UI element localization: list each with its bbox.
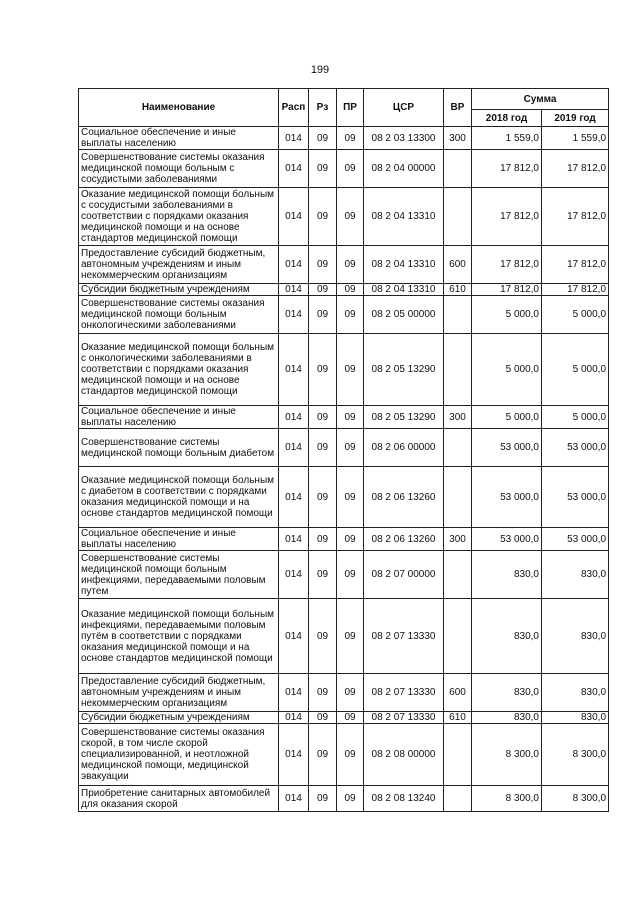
- cell-2019: 17 812,0: [542, 150, 609, 188]
- cell-name: Оказание медицинской помощи больным с сосудистыми заболеваниями в соответствии с порядками оказания медицинской помощи и на основе стандартов медицинской помощи: [79, 188, 279, 246]
- cell-rz: 09: [309, 528, 337, 551]
- cell-2018: 53 000,0: [472, 467, 542, 528]
- cell-vr: [444, 429, 472, 467]
- cell-name: Субсидии бюджетным учреждениям: [79, 284, 279, 296]
- cell-vr: 300: [444, 127, 472, 150]
- cell-2019: 53 000,0: [542, 429, 609, 467]
- cell-rasp: 014: [279, 150, 309, 188]
- cell-2019: 830,0: [542, 599, 609, 674]
- cell-2018: 5 000,0: [472, 334, 542, 406]
- cell-2019: 53 000,0: [542, 467, 609, 528]
- cell-2018: 8 300,0: [472, 724, 542, 786]
- cell-pr: 09: [337, 467, 364, 528]
- cell-vr: [444, 724, 472, 786]
- cell-pr: 09: [337, 724, 364, 786]
- cell-rz: 09: [309, 551, 337, 599]
- table-row: [79, 406, 609, 429]
- budget-table: [78, 88, 609, 812]
- col-header-sum: Сумма: [472, 89, 609, 110]
- cell-2019: 17 812,0: [542, 246, 609, 284]
- table-row: [79, 296, 609, 334]
- cell-csr: 08 2 05 13290: [364, 406, 444, 429]
- table-row: [79, 599, 609, 674]
- cell-csr: 08 2 07 13330: [364, 712, 444, 724]
- cell-rz: 09: [309, 786, 337, 812]
- cell-pr: 09: [337, 674, 364, 712]
- table-row: [79, 429, 609, 467]
- cell-csr: 08 2 07 13330: [364, 599, 444, 674]
- cell-2018: 53 000,0: [472, 528, 542, 551]
- table-row: [79, 334, 609, 406]
- cell-rz: 09: [309, 724, 337, 786]
- cell-vr: [444, 599, 472, 674]
- cell-name: Совершенствование системы оказания медицинской помощи больным онкологическими заболеваниями: [79, 296, 279, 334]
- cell-2018: 1 559,0: [472, 127, 542, 150]
- cell-name: Совершенствование системы медицинской помощи больным диабетом: [79, 429, 279, 467]
- cell-2018: 830,0: [472, 551, 542, 599]
- table-row: [79, 551, 609, 599]
- cell-rasp: 014: [279, 188, 309, 246]
- cell-csr: 08 2 04 13310: [364, 284, 444, 296]
- cell-pr: 09: [337, 429, 364, 467]
- cell-name: Оказание медицинской помощи больным с онкологическими заболеваниями в соответствии с порядками оказания медицинской помощи и на основе стандартов медицинской помощи: [79, 334, 279, 406]
- cell-2019: 8 300,0: [542, 724, 609, 786]
- cell-vr: [444, 786, 472, 812]
- cell-pr: 09: [337, 284, 364, 296]
- cell-vr: [444, 296, 472, 334]
- cell-2019: 17 812,0: [542, 284, 609, 296]
- col-header-name: Наименование: [79, 89, 279, 127]
- cell-pr: 09: [337, 246, 364, 284]
- cell-rasp: 014: [279, 284, 309, 296]
- cell-2019: 830,0: [542, 712, 609, 724]
- col-header-rasp: Расп: [279, 89, 309, 127]
- cell-rasp: 014: [279, 712, 309, 724]
- cell-2018: 17 812,0: [472, 284, 542, 296]
- cell-csr: 08 2 04 00000: [364, 150, 444, 188]
- cell-rasp: 014: [279, 246, 309, 284]
- table-row: [79, 528, 609, 551]
- cell-pr: 09: [337, 786, 364, 812]
- cell-2018: 8 300,0: [472, 786, 542, 812]
- cell-vr: [444, 150, 472, 188]
- cell-name: Оказание медицинской помощи больным с диабетом в соответствии с порядками оказания медицинской помощи и на основе стандартов медицинской помощи: [79, 467, 279, 528]
- cell-vr: 610: [444, 712, 472, 724]
- cell-rz: 09: [309, 246, 337, 284]
- table-row: [79, 674, 609, 712]
- cell-rz: 09: [309, 674, 337, 712]
- col-header-2018: 2018 год: [472, 110, 542, 127]
- cell-rasp: 014: [279, 674, 309, 712]
- cell-name: Приобретение санитарных автомобилей для оказания скорой: [79, 786, 279, 812]
- cell-name: Субсидии бюджетным учреждениям: [79, 712, 279, 724]
- col-header-pr: ПР: [337, 89, 364, 127]
- table-row: [79, 246, 609, 284]
- col-header-csr: ЦСР: [364, 89, 444, 127]
- cell-rz: 09: [309, 429, 337, 467]
- cell-name: Предоставление субсидий бюджетным, автономным учреждениям и иным некоммерческим организациям: [79, 246, 279, 284]
- col-header-vr: ВР: [444, 89, 472, 127]
- cell-rz: 09: [309, 467, 337, 528]
- table-row: [79, 188, 609, 246]
- cell-2018: 53 000,0: [472, 429, 542, 467]
- cell-csr: 08 2 08 00000: [364, 724, 444, 786]
- cell-csr: 08 2 08 13240: [364, 786, 444, 812]
- cell-vr: 300: [444, 406, 472, 429]
- cell-rasp: 014: [279, 551, 309, 599]
- cell-rz: 09: [309, 334, 337, 406]
- cell-csr: 08 2 07 13330: [364, 674, 444, 712]
- col-header-rz: Рз: [309, 89, 337, 127]
- cell-rz: 09: [309, 188, 337, 246]
- table-row: [79, 127, 609, 150]
- cell-vr: [444, 467, 472, 528]
- cell-rz: 09: [309, 712, 337, 724]
- cell-name: Социальное обеспечение и иные выплаты населению: [79, 406, 279, 429]
- cell-vr: [444, 551, 472, 599]
- cell-vr: 610: [444, 284, 472, 296]
- cell-rz: 09: [309, 284, 337, 296]
- cell-pr: 09: [337, 127, 364, 150]
- cell-rasp: 014: [279, 296, 309, 334]
- cell-2019: 8 300,0: [542, 786, 609, 812]
- cell-pr: 09: [337, 188, 364, 246]
- cell-2019: 17 812,0: [542, 188, 609, 246]
- col-header-2019: 2019 год: [542, 110, 609, 127]
- cell-csr: 08 2 04 13310: [364, 188, 444, 246]
- cell-rasp: 014: [279, 599, 309, 674]
- cell-rasp: 014: [279, 406, 309, 429]
- cell-csr: 08 2 03 13300: [364, 127, 444, 150]
- table-row: [79, 467, 609, 528]
- cell-2019: 53 000,0: [542, 528, 609, 551]
- cell-pr: 09: [337, 334, 364, 406]
- table-row: [79, 284, 609, 296]
- table-body: [79, 127, 609, 812]
- cell-csr: 08 2 06 00000: [364, 429, 444, 467]
- cell-pr: 09: [337, 296, 364, 334]
- cell-2018: 830,0: [472, 712, 542, 724]
- table-row: [79, 712, 609, 724]
- cell-csr: 08 2 04 13310: [364, 246, 444, 284]
- cell-vr: 600: [444, 246, 472, 284]
- cell-rasp: 014: [279, 334, 309, 406]
- table-row: [79, 724, 609, 786]
- cell-name: Социальное обеспечение и иные выплаты населению: [79, 528, 279, 551]
- cell-pr: 09: [337, 551, 364, 599]
- cell-csr: 08 2 05 00000: [364, 296, 444, 334]
- cell-name: Совершенствование системы оказания медицинской помощи больным с сосудистыми заболеваниями: [79, 150, 279, 188]
- cell-2018: 17 812,0: [472, 150, 542, 188]
- cell-pr: 09: [337, 150, 364, 188]
- cell-csr: 08 2 06 13260: [364, 528, 444, 551]
- table-row: [79, 786, 609, 812]
- cell-pr: 09: [337, 528, 364, 551]
- cell-rz: 09: [309, 150, 337, 188]
- cell-2018: 17 812,0: [472, 246, 542, 284]
- cell-vr: 300: [444, 528, 472, 551]
- cell-csr: 08 2 05 13290: [364, 334, 444, 406]
- cell-pr: 09: [337, 599, 364, 674]
- cell-rasp: 014: [279, 429, 309, 467]
- cell-csr: 08 2 07 00000: [364, 551, 444, 599]
- cell-rz: 09: [309, 296, 337, 334]
- cell-2019: 830,0: [542, 674, 609, 712]
- cell-name: Оказание медицинской помощи больным инфекциями, передаваемыми половым путём в соответствии с порядками оказания медицинской помощи и на основе стандартов медицинской помощи: [79, 599, 279, 674]
- cell-vr: [444, 188, 472, 246]
- table-row: [79, 150, 609, 188]
- cell-name: Совершенствование системы медицинской помощи больным инфекциями, передаваемыми половым путем: [79, 551, 279, 599]
- cell-vr: [444, 334, 472, 406]
- cell-rasp: 014: [279, 127, 309, 150]
- cell-2019: 1 559,0: [542, 127, 609, 150]
- cell-rasp: 014: [279, 724, 309, 786]
- page-number: 199: [310, 64, 330, 76]
- cell-2019: 5 000,0: [542, 406, 609, 429]
- cell-pr: 09: [337, 406, 364, 429]
- cell-rasp: 014: [279, 467, 309, 528]
- cell-2018: 830,0: [472, 674, 542, 712]
- cell-2019: 5 000,0: [542, 334, 609, 406]
- cell-2018: 830,0: [472, 599, 542, 674]
- cell-name: Социальное обеспечение и иные выплаты населению: [79, 127, 279, 150]
- cell-2018: 17 812,0: [472, 188, 542, 246]
- cell-pr: 09: [337, 712, 364, 724]
- cell-2018: 5 000,0: [472, 406, 542, 429]
- cell-rasp: 014: [279, 786, 309, 812]
- cell-name: Совершенствование системы оказания скорой, в том числе скорой специализированной, и неотложной медицинской помощи, медицинской эвакуации: [79, 724, 279, 786]
- cell-2019: 830,0: [542, 551, 609, 599]
- cell-rz: 09: [309, 406, 337, 429]
- header-row: [79, 89, 609, 110]
- cell-name: Предоставление субсидий бюджетным, автономным учреждениям и иным некоммерческим организациям: [79, 674, 279, 712]
- cell-rz: 09: [309, 127, 337, 150]
- cell-rz: 09: [309, 599, 337, 674]
- cell-2019: 5 000,0: [542, 296, 609, 334]
- cell-2018: 5 000,0: [472, 296, 542, 334]
- cell-vr: 600: [444, 674, 472, 712]
- cell-csr: 08 2 06 13260: [364, 467, 444, 528]
- cell-rasp: 014: [279, 528, 309, 551]
